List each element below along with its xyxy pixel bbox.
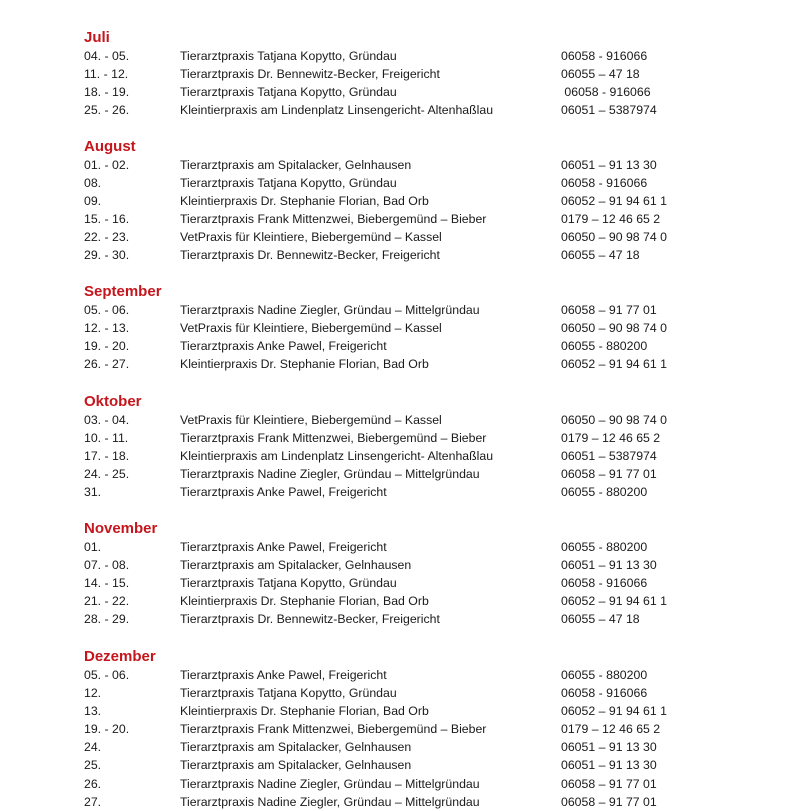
schedule-row [84, 465, 784, 483]
entry-date: 01. - 02. [84, 158, 130, 172]
entry-date: 24. [84, 740, 102, 755]
entry-practice: Kleintierpraxis am Lindenplatz Linsengericht- Altenhaßlau [180, 103, 494, 118]
schedule-row [84, 538, 784, 556]
entry-phone: 06058 - 916066 [561, 176, 648, 191]
entry-practice: Tierarztpraxis Frank Mittenzwei, Biebergemünd – Bieber [180, 431, 487, 446]
entry-practice: Tierarztpraxis Nadine Ziegler, Gründau – Mittelgründau [180, 794, 480, 809]
entry-practice: Tierarztpraxis Dr. Bennewitz-Becker, Freigericht [180, 67, 440, 82]
entry-practice: Tierarztpraxis Tatjana Kopytto, Gründau [180, 49, 397, 63]
schedule-row [84, 738, 784, 756]
entry-date: 19. - 20. [84, 722, 130, 737]
entry-phone: 06058 – 91 77 01 [561, 303, 657, 317]
entry-date: 25. - 26. [84, 103, 130, 118]
entry-phone: 06050 – 90 98 74 0 [561, 413, 667, 427]
entry-phone: 06052 – 91 94 61 1 [561, 704, 667, 719]
schedule-row-partial [84, 793, 784, 811]
entry-practice: Tierarztpraxis Anke Pawel, Freigericht [180, 668, 387, 682]
entry-practice: Tierarztpraxis Anke Pawel, Freigericht [180, 485, 387, 500]
entry-phone: 0179 – 12 46 65 2 [561, 431, 661, 446]
entry-date: 24. - 25. [84, 467, 130, 482]
entry-practice: Tierarztpraxis Dr. Bennewitz-Becker, Freigericht [180, 612, 440, 627]
schedule-row [84, 319, 784, 337]
entry-phone: 06058 - 916066 [561, 49, 648, 63]
entry-phone: 0179 – 12 46 65 2 [561, 722, 661, 737]
entry-phone: 06051 – 91 13 30 [561, 158, 657, 172]
schedule-row [84, 337, 784, 355]
entry-practice: Tierarztpraxis am Spitalacker, Gelnhausen [180, 558, 412, 573]
schedule-row [84, 447, 784, 465]
entry-phone: 06055 – 47 18 [561, 612, 640, 627]
month-section-dezember [84, 648, 784, 811]
entry-practice: Kleintierpraxis am Lindenplatz Linsengericht- Altenhaßlau [180, 449, 494, 464]
entry-practice: Kleintierpraxis Dr. Stephanie Florian, Bad Orb [180, 357, 429, 372]
entry-phone: 06050 – 90 98 74 0 [561, 321, 667, 336]
entry-phone: 06058 – 91 77 01 [561, 467, 657, 482]
entry-date: 27. [84, 794, 102, 809]
entry-phone: 06050 – 90 98 74 0 [561, 230, 667, 245]
entry-practice: Tierarztpraxis am Spitalacker, Gelnhausen [180, 758, 412, 773]
entry-practice: Tierarztpraxis Nadine Ziegler, Gründau – Mittelgründau [180, 467, 480, 482]
month-section-oktober [84, 393, 784, 501]
entry-date: 26. [84, 776, 102, 791]
entry-phone: 06052 – 91 94 61 1 [561, 357, 667, 372]
schedule-row [84, 301, 784, 319]
entry-date: 10. - 11. [84, 431, 129, 446]
entry-date: 05. - 06. [84, 303, 130, 317]
month-heading: September [84, 283, 162, 300]
schedule-row [84, 228, 784, 246]
entry-date: 03. - 04. [84, 413, 130, 427]
entry-practice: Tierarztpraxis am Spitalacker, Gelnhausen [180, 740, 412, 755]
entry-practice: Tierarztpraxis Frank Mittenzwei, Biebergemünd – Bieber [180, 722, 487, 737]
entry-practice: Kleintierpraxis Dr. Stephanie Florian, Bad Orb [180, 194, 429, 209]
entry-practice: Tierarztpraxis Tatjana Kopytto, Gründau [180, 176, 397, 191]
schedule-row [84, 556, 784, 574]
schedule-row [84, 47, 784, 65]
entry-date: 11. - 12. [84, 67, 129, 82]
entry-practice: Kleintierpraxis Dr. Stephanie Florian, Bad Orb [180, 594, 429, 609]
entry-phone: 06055 - 880200 [561, 339, 648, 354]
entry-practice: Tierarztpraxis Nadine Ziegler, Gründau – Mittelgründau [180, 303, 480, 317]
entry-practice: Tierarztpraxis Tatjana Kopytto, Gründau [180, 85, 397, 100]
schedule-row [84, 666, 784, 684]
schedule-row [84, 156, 784, 174]
schedule-row [84, 684, 784, 702]
entry-date: 15. - 16. [84, 212, 130, 227]
entry-date: 05. - 06. [84, 668, 130, 682]
entry-date: 09. [84, 194, 102, 209]
schedule-row [84, 574, 784, 592]
entry-date: 01. [84, 540, 102, 554]
entry-phone: 06058 - 916066 [561, 85, 651, 100]
entry-phone: 06051 – 91 13 30 [561, 558, 657, 573]
entry-phone: 06058 - 916066 [561, 686, 648, 701]
entry-phone: 06055 - 880200 [561, 540, 648, 554]
entry-date: 14. - 15. [84, 576, 130, 591]
entry-date: 13. [84, 704, 102, 719]
month-section-juli [84, 29, 784, 119]
entry-practice: Tierarztpraxis Frank Mittenzwei, Biebergemünd – Bieber [180, 212, 487, 227]
entry-practice: VetPraxis für Kleintiere, Biebergemünd – Kassel [180, 413, 442, 427]
month-heading: Dezember [84, 648, 156, 665]
entry-practice: Kleintierpraxis Dr. Stephanie Florian, Bad Orb [180, 704, 429, 719]
month-heading: August [84, 138, 136, 155]
schedule-row [84, 174, 784, 192]
month-heading: Oktober [84, 393, 142, 410]
entry-date: 28. - 29. [84, 612, 130, 627]
month-section-november [84, 520, 784, 628]
entry-phone: 06052 – 91 94 61 1 [561, 194, 667, 209]
entry-date: 19. - 20. [84, 339, 130, 354]
entry-date: 21. - 22. [84, 594, 130, 609]
entry-phone: 06052 – 91 94 61 1 [561, 594, 667, 609]
schedule-row [84, 592, 784, 610]
schedule-row [84, 83, 784, 101]
entry-phone: 0179 – 12 46 65 2 [561, 212, 661, 227]
entry-phone: 06055 - 880200 [561, 668, 648, 682]
entry-phone: 06058 - 916066 [561, 576, 648, 591]
month-heading: Juli [84, 29, 110, 46]
month-heading: November [84, 520, 158, 537]
schedule-row [84, 775, 784, 793]
schedule-row [84, 483, 784, 501]
entry-date: 04. - 05. [84, 49, 130, 63]
entry-practice: Tierarztpraxis Tatjana Kopytto, Gründau [180, 576, 397, 591]
entry-practice: Tierarztpraxis Anke Pawel, Freigericht [180, 540, 387, 554]
month-section-august [84, 138, 784, 265]
entry-phone: 06051 – 5387974 [561, 103, 657, 118]
entry-practice: Tierarztpraxis Tatjana Kopytto, Gründau [180, 686, 397, 701]
month-section-september [84, 283, 784, 373]
entry-phone: 06055 – 47 18 [561, 67, 640, 82]
schedule-row [84, 610, 784, 628]
entry-date: 31. [84, 485, 102, 500]
schedule-row [84, 101, 784, 119]
entry-date: 08. [84, 176, 102, 191]
entry-practice: Tierarztpraxis am Spitalacker, Gelnhausen [180, 158, 412, 172]
entry-date: 29. - 30. [84, 248, 130, 263]
entry-date: 12. [84, 686, 102, 701]
entry-date: 17. - 18. [84, 449, 130, 464]
entry-phone: 06058 – 91 77 01 [561, 794, 657, 809]
entry-date: 18. - 19. [84, 85, 130, 100]
schedule-row [84, 355, 784, 373]
schedule-row [84, 702, 784, 720]
entry-date: 26. - 27. [84, 357, 130, 372]
entry-practice: VetPraxis für Kleintiere, Biebergemünd – Kassel [180, 321, 442, 336]
schedule-row [84, 65, 784, 83]
entry-date: 25. [84, 758, 102, 773]
schedule-row [84, 720, 784, 738]
entry-practice: Tierarztpraxis Nadine Ziegler, Gründau – Mittelgründau [180, 776, 480, 791]
schedule-row [84, 246, 784, 264]
entry-phone: 06051 – 5387974 [561, 449, 657, 464]
entry-phone: 06051 – 91 13 30 [561, 758, 657, 773]
entry-phone: 06055 - 880200 [561, 485, 648, 500]
schedule-row [84, 411, 784, 429]
schedule-row [84, 192, 784, 210]
entry-phone: 06055 – 47 18 [561, 248, 640, 263]
schedule-row [84, 429, 784, 447]
entry-date: 22. - 23. [84, 230, 130, 245]
schedule-row [84, 210, 784, 228]
entry-practice: Tierarztpraxis Dr. Bennewitz-Becker, Freigericht [180, 248, 440, 263]
entry-practice: VetPraxis für Kleintiere, Biebergemünd – Kassel [180, 230, 442, 245]
entry-phone: 06058 – 91 77 01 [561, 776, 657, 791]
entry-phone: 06051 – 91 13 30 [561, 740, 657, 755]
schedule-row [84, 756, 784, 774]
entry-practice: Tierarztpraxis Anke Pawel, Freigericht [180, 339, 387, 354]
entry-date: 12. - 13. [84, 321, 130, 336]
entry-date: 07. - 08. [84, 558, 130, 573]
